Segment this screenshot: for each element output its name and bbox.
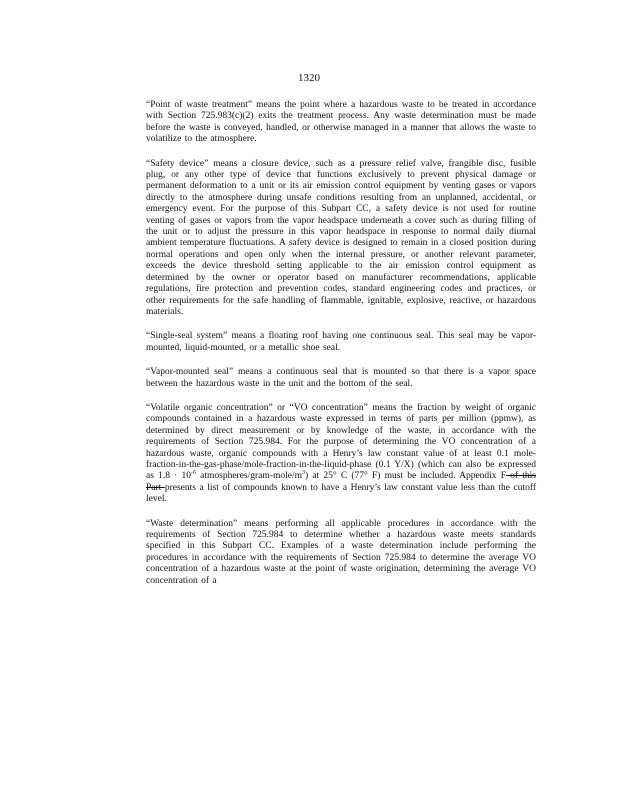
vo-text-part-e: ) at 25° C (77° F) must be included. Appendix F <box>304 471 507 482</box>
definition-safety-device: “Safety device” means a closure device, such as a pressure relief valve, frangible disc, fusible plug, or any other type of device that functions exclusively to prevent physical damage or permanent deformation to a unit or its air emission control equipment by venting gases or vapors directly to the atmosphere during unsafe conditions resulting from an unplanned, accidental, or emergency event. For the purpose of this Subpart CC, a safety device is not used for routine venting of gases or vapors from the vapor headspace underneath a cover such as during filling of the unit or to adjust the pressure in this vapor headspace in response to normal daily diurnal ambient temperature fluctuations. A safety device is designed to remain in a closed position during normal operations and open only when the internal pressure, or another relevant parameter, exceeds the device threshold setting applicable to the air emission control equipment as determined by the owner or operator based on manufacturer recommendations, applicable regulations, fire protection and prevention codes, standard engineering codes and practices, or other requirements for the safe handling of flammable, ignitable, explosive, reactive, or hazardous materials. <box>146 158 536 317</box>
definition-vapor-mounted-seal: “Vapor-mounted seal” means a continuous seal that is mounted so that there is a vapor space between the hazardous waste in the unit and the bottom of the seal. <box>146 367 536 389</box>
vo-text-part-c: atmospheres/gram-mole/m <box>195 471 302 482</box>
document-body <box>146 100 536 600</box>
vo-exponent: -6 <box>190 470 196 477</box>
definition-waste-determination: “Waste determination” means performing all applicable procedures in accordance with the requirements of Section 725.984 to determine whether a hazardous waste meets standards specified in this Subpart CC. Examples of a waste determination include performing the procedures in accordance with the requirements of Section 725.984 to determine the average VO concentration of a hazardous waste at the point of waste origination, determining the average VO concentration of a <box>146 518 536 586</box>
vo-cubic: 3 <box>301 470 305 477</box>
definition-point-of-waste-treatment: “Point of waste treatment” means the point where a hazardous waste to be treated in accordance with Section 725.983(c)(2) exits the treatment process. Any waste determination must be made before the waste is conveyed, handled, or otherwise managed in a manner that allows the waste to volatilize to the atmosphere. <box>146 100 536 145</box>
struck-text: of this Part <box>146 471 536 493</box>
vo-text-part-g: presents a list of compounds known to have a Henry’s law constant value less than the cutoff level. <box>146 482 536 505</box>
definition-single-seal-system: “Single-seal system” means a floating roof having one continuous seal. This seal may be vapor-mounted, liquid-mounted, or a metallic shoe seal. <box>146 331 536 353</box>
definition-volatile-organic-concentration <box>146 403 536 506</box>
vo-text-part-a: “Volatile organic concentration” or “VO concentration” means the fraction by weight of organic compounds contained in a hazardous waste expressed in terms of parts per million (ppmw), as determined by direct measurement or by knowledge of the waste, in accordance with the requirements of Section 725.984. For the purpose of determining the VO concentration of a hazardous waste, organic compounds with a Henry’s law constant value of at least 0.1 mole-fraction-in-the-gas-phase/mole-fraction-in-the-liquid-phase (0.1 Y/X) (which can also be expressed as 1.8 · 10 <box>146 402 536 482</box>
page-number: 1320 <box>298 72 320 84</box>
